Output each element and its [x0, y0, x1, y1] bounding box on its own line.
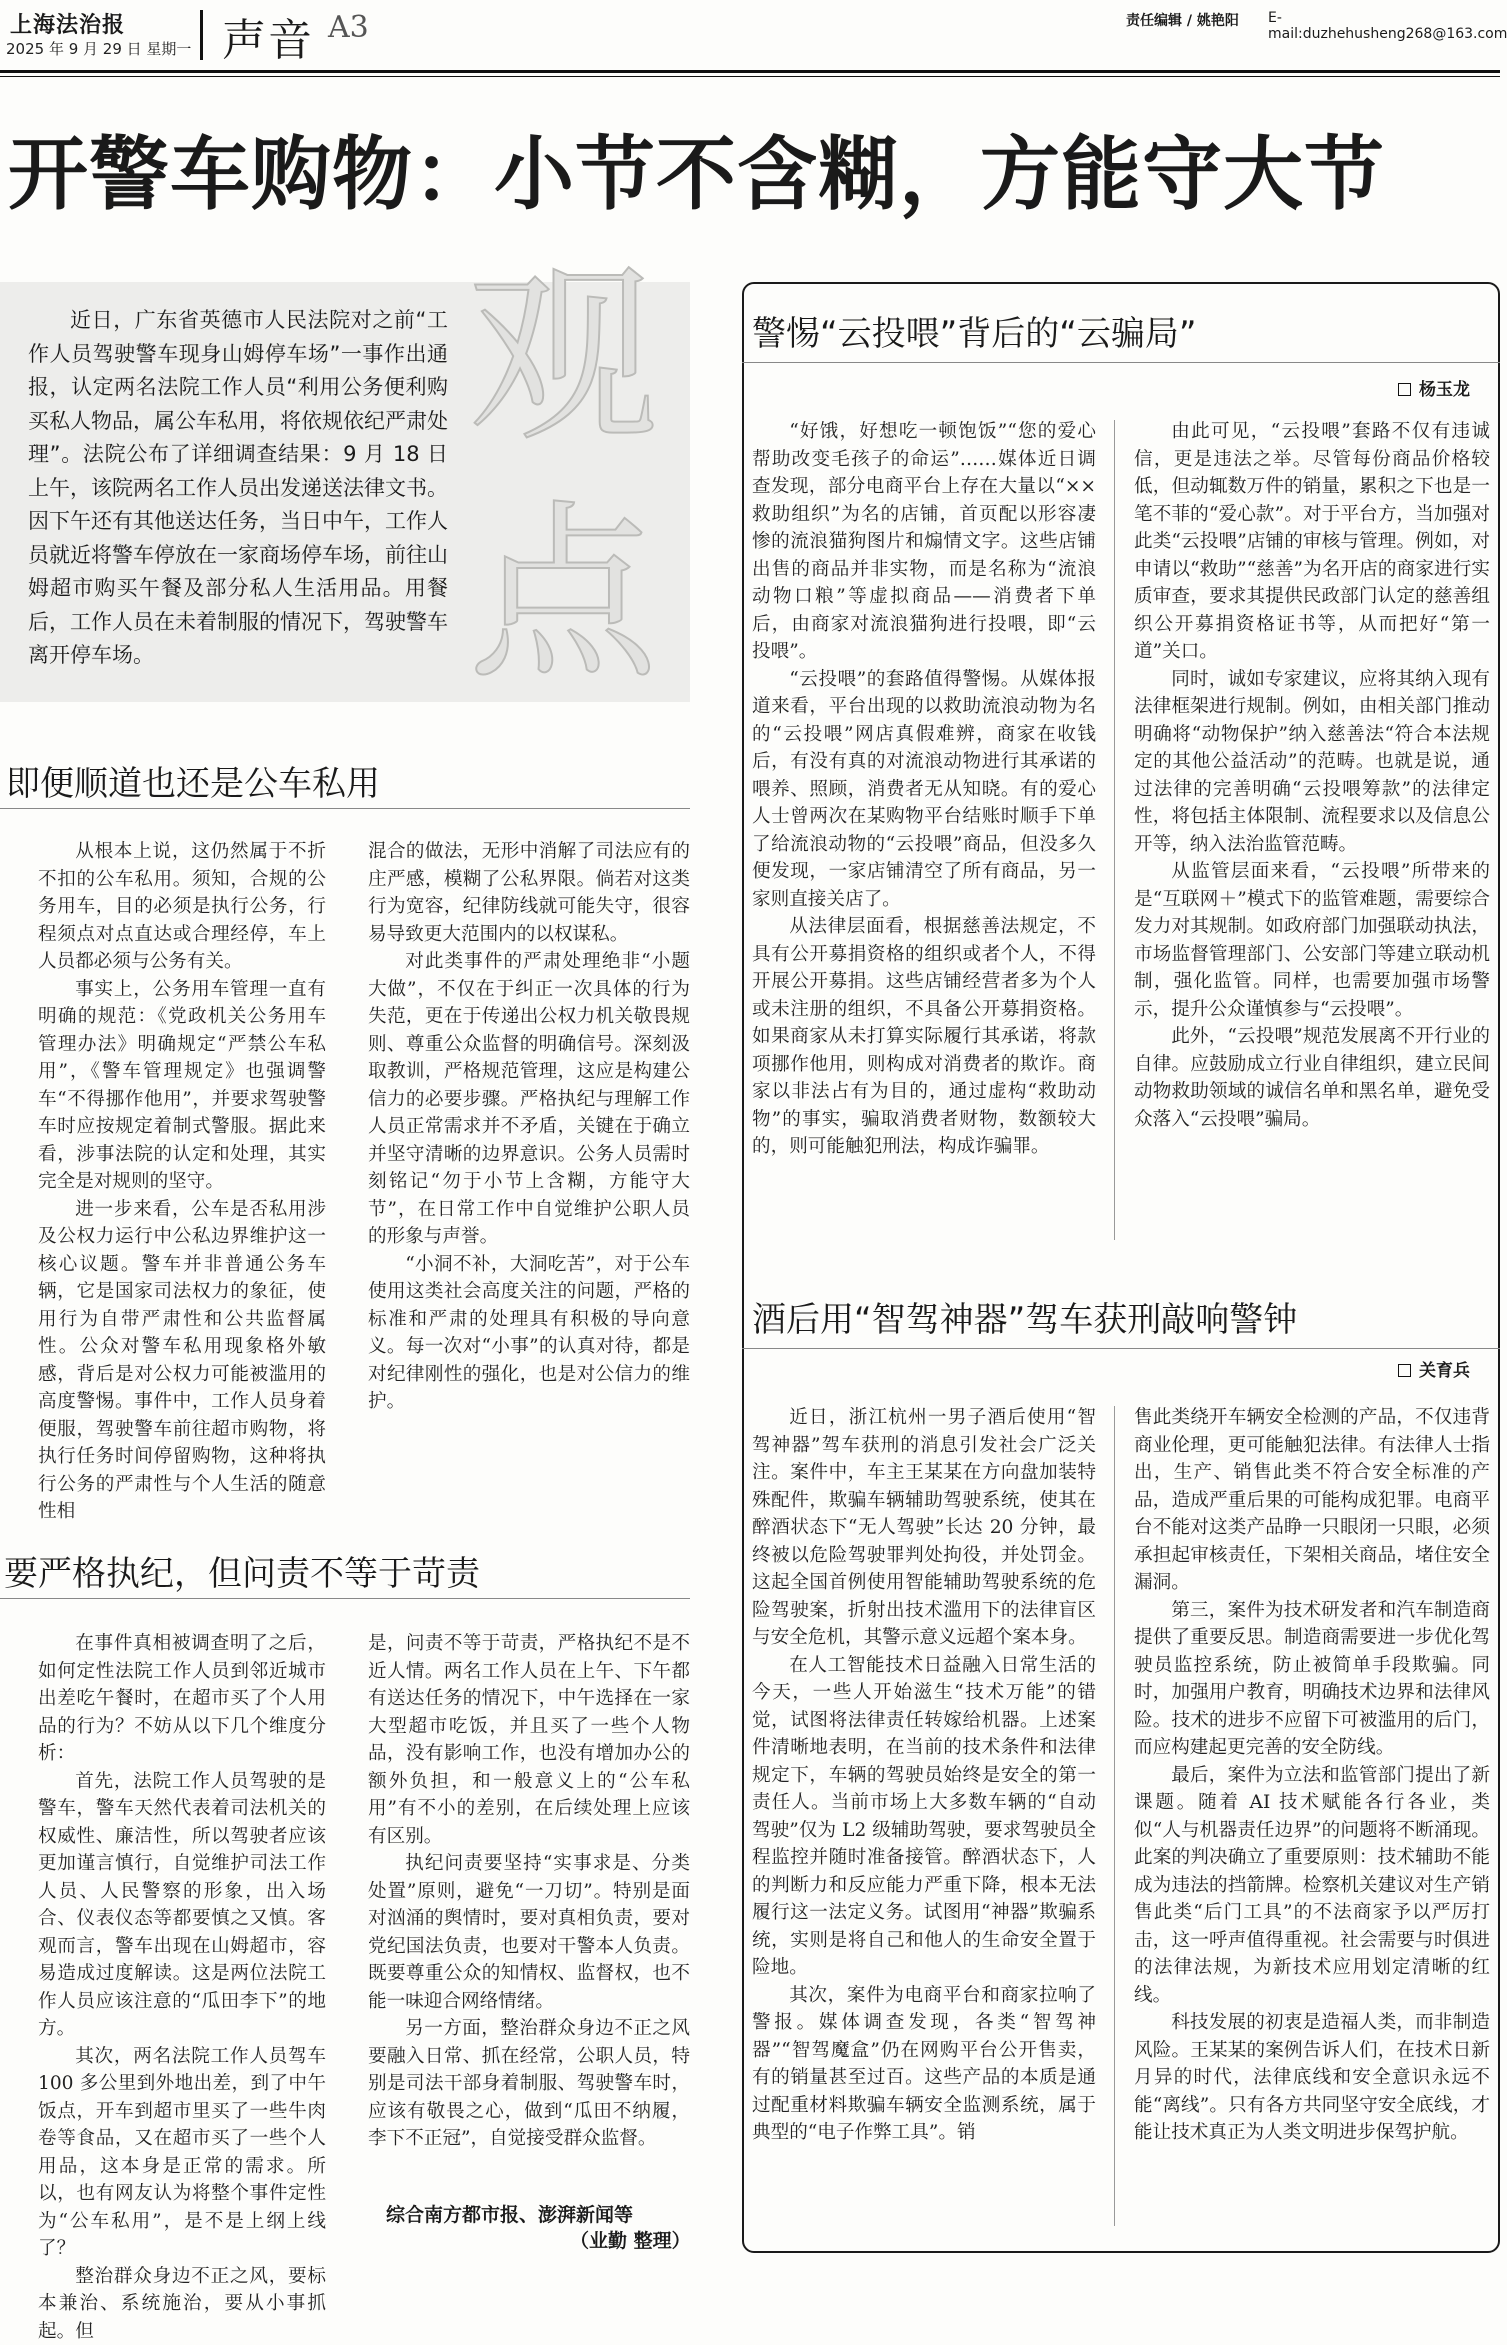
- page-headline: 开警车购物：小节不含糊，方能守大节: [8, 110, 1385, 225]
- byline-square-icon: [1398, 1364, 1411, 1377]
- paragraph: 是，问责不等于苛责，严格执纪不是不近人情。两名工作人员在上午、下午都有送达任务的情况下，中午选择在一家大型超市吃饭，并且买了一些个人物品，没有影响工作，也没有增加办公的额外负担，和一般意义上的“公车私用”有不小的差别，在后续处理上应该有区别。: [368, 1630, 690, 1850]
- article3-title-rule: [742, 362, 1500, 363]
- paragraph: 此外，“云投喂”规范发展离不开行业的自律。应鼓励成立行业自律组织，建立民间动物救助领域的诚信名单和黑名单，避免受众落入“云投喂”骗局。: [1134, 1023, 1490, 1133]
- paragraph: 首先，法院工作人员驾驶的是警车，警车天然代表着司法机关的权威性、廉洁性，所以驾驶者应该更加谨言慎行，自觉维护司法工作人员、人民警察的形象，出入场合、仪表仪态等都要慎之又慎。客观而言，警车出现在山姆超市，容易造成过度解读。这是两位法院工作人员应该注意的“瓜田李下”的地方。: [38, 1768, 326, 2043]
- paragraph: 从监管层面来看，“云投喂”所带来的是“互联网＋”模式下的监管难题，需要综合发力对其规制。如政府部门加强联动执法，市场监督管理部门、公安部门等建立联动机制，强化监管。同样，也需要加强市场警示，提升公众谨慎参与“云投喂”。: [1134, 858, 1490, 1023]
- paragraph: 对此类事件的严肃处理绝非“小题大做”，不仅在于纠正一次具体的行为失范，更在于传递出公权力机关敬畏规则、尊重公众监督的明确信号。深刻汲取教训，严格规范管理，这应是构建公信力的必要步骤。严格执纪与理解工作人员正常需求并不矛盾，关键在于确立并坚守清晰的边界意识。公务人员需时刻铭记“勿于小节上含糊，方能守大节”，在日常工作中自觉维护公职人员的形象与声誉。: [368, 948, 690, 1251]
- article4-title-rule: [742, 1348, 1500, 1349]
- article3-col1: [752, 418, 1096, 1161]
- paragraph: 混合的做法，无形中消解了司法应有的庄严感，模糊了公私界限。倘若对这类行为宽容，纪律防线就可能失守，很容易导致更大范围内的以权谋私。: [368, 838, 690, 948]
- article4-col1: [752, 1404, 1096, 2147]
- byline-square-icon: [1398, 383, 1411, 396]
- contact-email: E-mail:duzhehusheng268@163.com: [1268, 10, 1507, 42]
- article2-col1: [38, 1630, 326, 2345]
- article3-author: [1398, 375, 1470, 400]
- column-divider: [1114, 1406, 1115, 2226]
- masthead-rule-thin: [0, 76, 1500, 77]
- paragraph: 其次，两名法院工作人员驾车 100 多公里到外地出差，到了中午饭点，开车到超市里买了一些牛肉卷等食品，又在超市买了一些个人用品，这本身是正常的需求。所以，也有网友认为将整个事件定性为“公车私用”，是不是上纲上线了？: [38, 2043, 326, 2263]
- masthead-rule: [0, 70, 1500, 73]
- author-name: 杨玉龙: [1419, 380, 1470, 400]
- paragraph: 最后，案件为立法和监管部门提出了新课题。随着 AI 技术赋能各行各业，类似“人与机器责任边界”的问题将不断涌现。此案的判决确立了重要原则：技术辅助不能成为违法的挡箭牌。检察机关建议对生产销售此类“后门工具”的不法商家予以严厉打击，这一呼声值得重视。社会需要与时俱进的法律法规，为新技术应用划定清晰的红线。: [1134, 1762, 1490, 2010]
- article2-title-rule: [0, 1598, 690, 1599]
- paper-logo: 上海法治报: [10, 8, 125, 39]
- article1-title: 即便顺道也还是公车私用: [6, 756, 380, 805]
- column-divider: [1114, 420, 1115, 1240]
- paragraph: 在人工智能技术日益融入日常生活的今天，一些人开始滋生“技术万能”的错觉，试图将法律责任转嫁给机器。上述案件清晰地表明，在当前的技术条件和法律规定下，车辆的驾驶员始终是安全的第一责任人。当前市场上大多数车辆的“自动驾驶”仅为 L2 级辅助驾驶，要求驾驶员全程监控并随时准备接管。醉酒状态下，人的判断力和反应能力严重下降，根本无法履行这一法定义务。试图用“神器”欺骗系统，实则是将自己和他人的生命安全置于险地。: [752, 1652, 1096, 1982]
- paragraph: 近日，浙江杭州一男子酒后使用“智驾神器”驾车获刑的消息引发社会广泛关注。案件中，车主王某某在方向盘加装特殊配件，欺骗车辆辅助驾驶系统，使其在醉酒状态下“无人驾驶”长达 20 分钟，最终被以危险驾驶罪判处拘役，并处罚金。这起全国首例使用智能辅助驾驶系统的危险驾驶案，折射出技术滥用下的法律盲区与安全危机，其警示意义远超个案本身。: [752, 1404, 1096, 1652]
- paragraph: 其次，案件为电商平台和商家拉响了警报。媒体调查发现，各类“智驾神器”“智驾魔盒”仍在网购平台公开售卖，有的销量甚至过百。这些产品的本质是通过配重材料欺骗车辆安全监测系统，属于典型的“电子作弊工具”。销: [752, 1982, 1096, 2147]
- section-title: 声音: [222, 4, 314, 68]
- paragraph: 进一步来看，公车是否私用涉及公权力运行中公私边界维护这一核心议题。警车并非普通公务车辆，它是国家司法权力的象征，使用行为自带严肃性和公共监督属性。公众对警车私用现象格外敏感，背后是对公权力可能被滥用的高度警惕。事件中，工作人员身着便服，驾驶警车前往超市购物，将执行任务时间停留购物，这种将执行公务的严肃性与个人生活的随意性相: [38, 1196, 326, 1526]
- article4-title: 酒后用“智驾神器”驾车获刑敲响警钟: [752, 1292, 1297, 1341]
- paragraph: 第三，案件为技术研发者和汽车制造商提供了重要反思。制造商需要进一步优化驾驶员监控系统，防止被简单手段欺骗。同时，加强用户教育，明确技术边界和法律风险。技术的进步不应留下可被滥用的后门，而应构建起更完善的安全防线。: [1134, 1597, 1490, 1762]
- compiler-credit: （业勤 整理）: [570, 2226, 691, 2253]
- article3-col2: [1134, 418, 1490, 1133]
- article2-col2: [368, 1630, 690, 2153]
- article2-title: 要严格执纪，但问责不等于苛责: [4, 1546, 480, 1595]
- source-credit: 综合南方都市报、澎湃新闻等: [386, 2200, 633, 2227]
- article4-col2: [1134, 1404, 1490, 2147]
- paragraph: 整治群众身边不正之风，要标本兼治、系统施治，要从小事抓起。但: [38, 2263, 326, 2345]
- article1-col2: [368, 838, 690, 1416]
- intro-text: 近日，广东省英德市人民法院对之前“工作人员驾驶警车现身山姆停车场”一事作出通报，认定两名法院工作人员“利用公务便利购买私人物品，属公车私用，将依规依纪严肃处理”。法院公布了详细调查结果：9 月 18 日上午，该院两名工作人员出发递送法律文书。因下午还有其他送达任务，当日中午，工作人员就近将警车停放在一家商场停车场，前往山姆超市购买午餐及部分私人生活用品。用餐后，工作人员在未着制服的情况下，驾驶警车离开停车场。: [28, 304, 448, 673]
- paragraph: “云投喂”的套路值得警惕。从媒体报道来看，平台出现的以救助流浪动物为名的“云投喂”网店真假难辨，商家在收钱后，有没有真的对流浪动物进行其承诺的喂养、照顾，消费者无从知晓。有的爱心人士曾两次在某购物平台结账时顺手下单了给流浪动物的“云投喂”商品，但没多久便发现，一家店铺清空了所有商品，另一家则直接关店了。: [752, 666, 1096, 914]
- paragraph: 科技发展的初衷是造福人类，而非制造风险。王某某的案例告诉人们，在技术日新月异的时代，法律底线和安全意识永远不能“离线”。只有各方共同坚守安全底线，才能让技术真正为人类文明进步保驾护航。: [1134, 2009, 1490, 2147]
- paragraph: 在事件真相被调查明了之后，如何定性法院工作人员到邻近城市出差吃午餐时，在超市买了个人用品的行为？不妨从以下几个维度分析：: [38, 1630, 326, 1768]
- paragraph: 由此可见，“云投喂”套路不仅有违诚信，更是违法之举。尽管每份商品价格较低，但动辄数万件的销量，累积之下也是一笔不菲的“爱心款”。对于平台方，当加强对此类“云投喂”店铺的审核与管理。例如，对申请以“救助”“慈善”为名开店的商家进行实质审查，要求其提供民政部门认定的慈善组织公开募捐资格证书等，从而把好“第一道”关口。: [1134, 418, 1490, 666]
- paragraph: “好饿，好想吃一顿饱饭”“您的爱心帮助改变毛孩子的命运”……媒体近日调查发现，部分电商平台上存在大量以“××救助组织”为名的店铺，首页配以形容凄惨的流浪猫狗图片和煽情文字。这些店铺出售的商品并非实物，而是名称为“流浪动物口粮”等虚拟商品——消费者下单后，由商家对流浪猫狗进行投喂，即“云投喂”。: [752, 418, 1096, 666]
- article4-author: [1398, 1356, 1470, 1381]
- paragraph: 从根本上说，这仍然属于不折不扣的公车私用。须知，合规的公务用车，目的必须是执行公务，行程须点对点直达或合理经停，车上人员都必须与公务有关。: [38, 838, 326, 976]
- issue-date: 2025 年 9 月 29 日 星期一: [6, 38, 191, 59]
- page-number: A3: [328, 10, 369, 45]
- article3-title: 警惕“云投喂”背后的“云骗局”: [752, 306, 1196, 355]
- paragraph: 售此类绕开车辆安全检测的产品，不仅违背商业伦理，更可能触犯法律。有法律人士指出，生产、销售此类不符合安全标准的产品，造成严重后果的可能构成犯罪。电商平台不能对这类产品睁一只眼闭一只眼，必须承担起审核责任，下架相关商品，堵住安全漏洞。: [1134, 1404, 1490, 1597]
- article1-title-rule: [0, 808, 690, 809]
- paragraph: “小洞不补，大洞吃苦”，对于公车使用这类社会高度关注的问题，严格的标准和严肃的处理具有积极的导向意义。每一次对“小事”的认真对待，都是对纪律刚性的强化，也是对公信力的维护。: [368, 1251, 690, 1416]
- paragraph: 事实上，公务用车管理一直有明确的规范：《党政机关公务用车管理办法》明确规定“严禁公车私用”，《警车管理规定》也强调警车“不得挪作他用”，并要求驾驶警车时应按规定着制式警服。据此来看，涉事法院的认定和处理，其实完全是对规则的坚守。: [38, 976, 326, 1196]
- responsible-editor: 责任编辑 / 姚艳阳: [1126, 10, 1239, 30]
- paragraph: 从法律层面看，根据慈善法规定，不具有公开募捐资格的组织或者个人，不得开展公开募捐。这些店铺经营者多为个人或未注册的组织，不具备公开募捐资格。如果商家从未打算实际履行其承诺，将款项挪作他用，则构成对消费者的欺诈。商家以非法占有为目的，通过虚构“救助动物”的事实，骗取消费者财物，数额较大的，则可能触犯刑法，构成诈骗罪。: [752, 913, 1096, 1161]
- author-name: 关育兵: [1419, 1361, 1470, 1381]
- article1-col1: [38, 838, 326, 1526]
- watermark-char-dian: 点: [468, 500, 658, 690]
- paragraph: 执纪问责要坚持“实事求是、分类处置”原则，避免“一刀切”。特别是面对汹涌的舆情时，要对真相负责，要对党纪国法负责，也要对干警本人负责。既要尊重公众的知情权、监督权，也不能一味迎合网络情绪。: [368, 1850, 690, 2015]
- watermark-char-guan: 观: [468, 262, 658, 452]
- paragraph: 同时，诚如专家建议，应将其纳入现有法律框架进行规制。例如，由相关部门推动明确将“动物保护”纳入慈善法“符合本法规定的其他公益活动”的范畴。也就是说，通过法律的完善明确“云投喂筹款”的法律定性，将包括主体限制、流程要求以及信息公开等，纳入法治监管范畴。: [1134, 666, 1490, 859]
- paragraph: 另一方面，整治群众身边不正之风要融入日常、抓在经常，公职人员，特别是司法干部身着制服、驾驶警车时，应该有敬畏之心，做到“瓜田不纳履，李下不正冠”，自觉接受群众监督。: [368, 2015, 690, 2153]
- masthead-divider: [200, 10, 203, 60]
